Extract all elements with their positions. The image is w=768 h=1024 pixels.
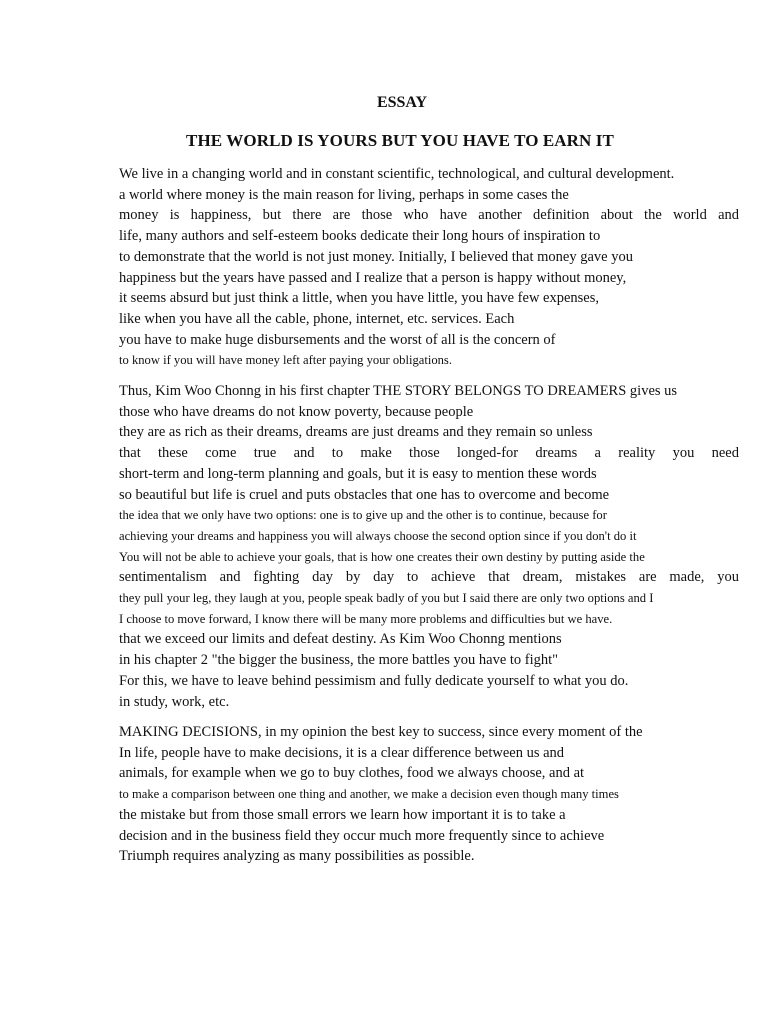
text-line: money is happiness, but there are those who have another definition about the world and [119, 207, 739, 224]
text-line: sentimentalism and fighting day by day to achieve that dream, mistakes are made, you [119, 569, 739, 586]
document-label: ESSAY [376, 94, 428, 111]
text-line: For this, we have to leave behind pessimism and fully dedicate yourself to what you do. [119, 672, 629, 689]
text-line: to know if you will have money left after paying your obligations. [119, 353, 452, 368]
text-line: animals, for example when we go to buy clothes, food we always choose, and at [119, 765, 585, 782]
paragraph-2 [119, 381, 739, 712]
paragraph-1 [119, 164, 739, 371]
text-line: In life, people have to make decisions, it is a clear difference between us and [119, 744, 565, 761]
essay-title: THE WORLD IS YOURS BUT YOU HAVE TO EARN IT [186, 131, 614, 150]
text-line: that we exceed our limits and defeat destiny. As Kim Woo Chonng mentions [119, 631, 562, 648]
text-line: a world where money is the main reason for living, perhaps in some cases the [119, 186, 569, 203]
text-line: Thus, Kim Woo Chonng in his first chapter THE STORY BELONGS TO DREAMERS gives us [119, 383, 678, 399]
text-line: you have to make huge disbursements and the worst of all is the concern of [119, 331, 556, 348]
text-line: those who have dreams do not know poverty, because people [119, 403, 474, 420]
text-line: happiness but the years have passed and I realize that a person is happy without money, [119, 269, 627, 286]
paragraph-3 [119, 722, 739, 867]
text-line: like when you have all the cable, phone, internet, etc. services. Each [119, 310, 515, 327]
text-line: they are as rich as their dreams, dreams are just dreams and they remain so unless [119, 424, 593, 441]
text-line: in his chapter 2 "the bigger the business, the more battles you have to fight" [119, 652, 559, 669]
text-line: so beautiful but life is cruel and puts obstacles that one has to overcome and become [119, 486, 610, 503]
text-line: the mistake but from those small errors we learn how important it is to take a [119, 806, 566, 823]
text-line: decision and in the business field they occur much more frequently since to achieve [119, 827, 605, 844]
text-line: the idea that we only have two options: one is to give up and the other is to continue, because for [119, 508, 607, 523]
text-line: achieving your dreams and happiness you will always choose the second option since if you don't do it [119, 528, 637, 543]
text-line: We live in a changing world and in constant scientific, technological, and cultural development. [119, 166, 675, 182]
text-line: Triumph requires analyzing as many possibilities as possible. [119, 848, 475, 865]
text-line: I choose to move forward, I know there will be many more problems and difficulties but we have. [119, 611, 613, 626]
text-line: MAKING DECISIONS, in my opinion the best key to success, since every moment of the [119, 724, 643, 740]
text-line: in study, work, etc. [119, 693, 230, 710]
text-line: to demonstrate that the world is not just money. Initially, I believed that money gave you [119, 248, 633, 265]
text-line: short-term and long-term planning and goals, but it is easy to mention these words [119, 465, 597, 482]
text-line: life, many authors and self-esteem books dedicate their long hours of inspiration to [119, 228, 601, 245]
text-line: You will not be able to achieve your goals, that is how one creates their own destiny by putting aside the [119, 549, 645, 564]
text-line: that these come true and to make those longed-for dreams a reality you need [119, 445, 739, 462]
text-line: it seems absurd but just think a little, when you have little, you have few expenses, [119, 290, 600, 307]
text-line: to make a comparison between one thing and another, we make a decision even though many times [119, 787, 619, 802]
text-line: they pull your leg, they laugh at you, people speak badly of you but I said there are only two options and I [119, 591, 654, 606]
